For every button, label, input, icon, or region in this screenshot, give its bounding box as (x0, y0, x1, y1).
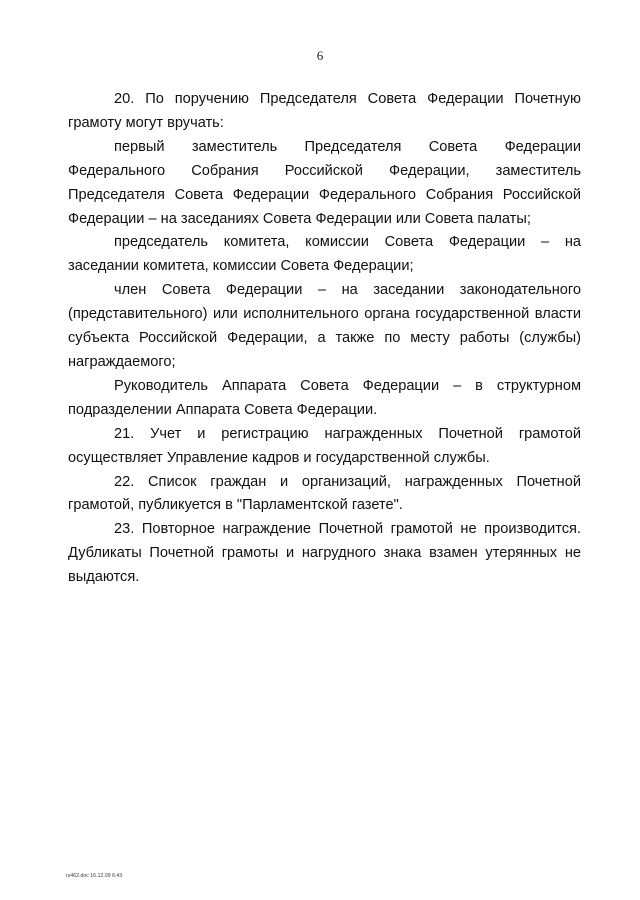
paragraph-council-member: член Совета Федерации – на заседании законодательного (представительного) или исполнительного органа государственной власти субъекта Российской Федерации, а также по месту работы (службы) награждаемого; (68, 282, 581, 370)
paragraph-22: 22. Список граждан и организаций, награжденных Почетной грамотой, публикуется в "Парламентской газете". (68, 473, 581, 514)
paragraph-23: 23. Повторное награждение Почетной грамотой не производится. Дубликаты Почетной грамоты и нагрудного знака взамен утерянных не выдаются. (68, 521, 581, 586)
document-body (68, 88, 581, 590)
file-info-footer: rs462.doc 16.12.09 6:43 (66, 873, 123, 879)
paragraph-committee-chair: председатель комитета, комиссии Совета Федерации – на заседании комитета, комиссии Совета Федерации; (68, 234, 581, 275)
paragraph-apparatus-head: Руководитель Аппарата Совета Федерации – в структурном подразделении Аппарата Совета Федерации. (68, 377, 581, 418)
paragraph-first-deputy: первый заместитель Председателя Совета Федерации Федерального Собрания Российской Федерации, заместитель Председателя Совета Федерации Федерального Собрания Российской Федерации – на заседаниях Совета Федерации или Совета палаты; (68, 138, 581, 227)
paragraph-21: 21. Учет и регистрацию награжденных Почетной грамотой осуществляет Управление кадров и государственной службы. (68, 425, 581, 466)
paragraph-20: 20. По поручению Председателя Совета Федерации Почетную грамоту могут вручать: (68, 91, 581, 131)
page-number: 6 (316, 48, 324, 63)
